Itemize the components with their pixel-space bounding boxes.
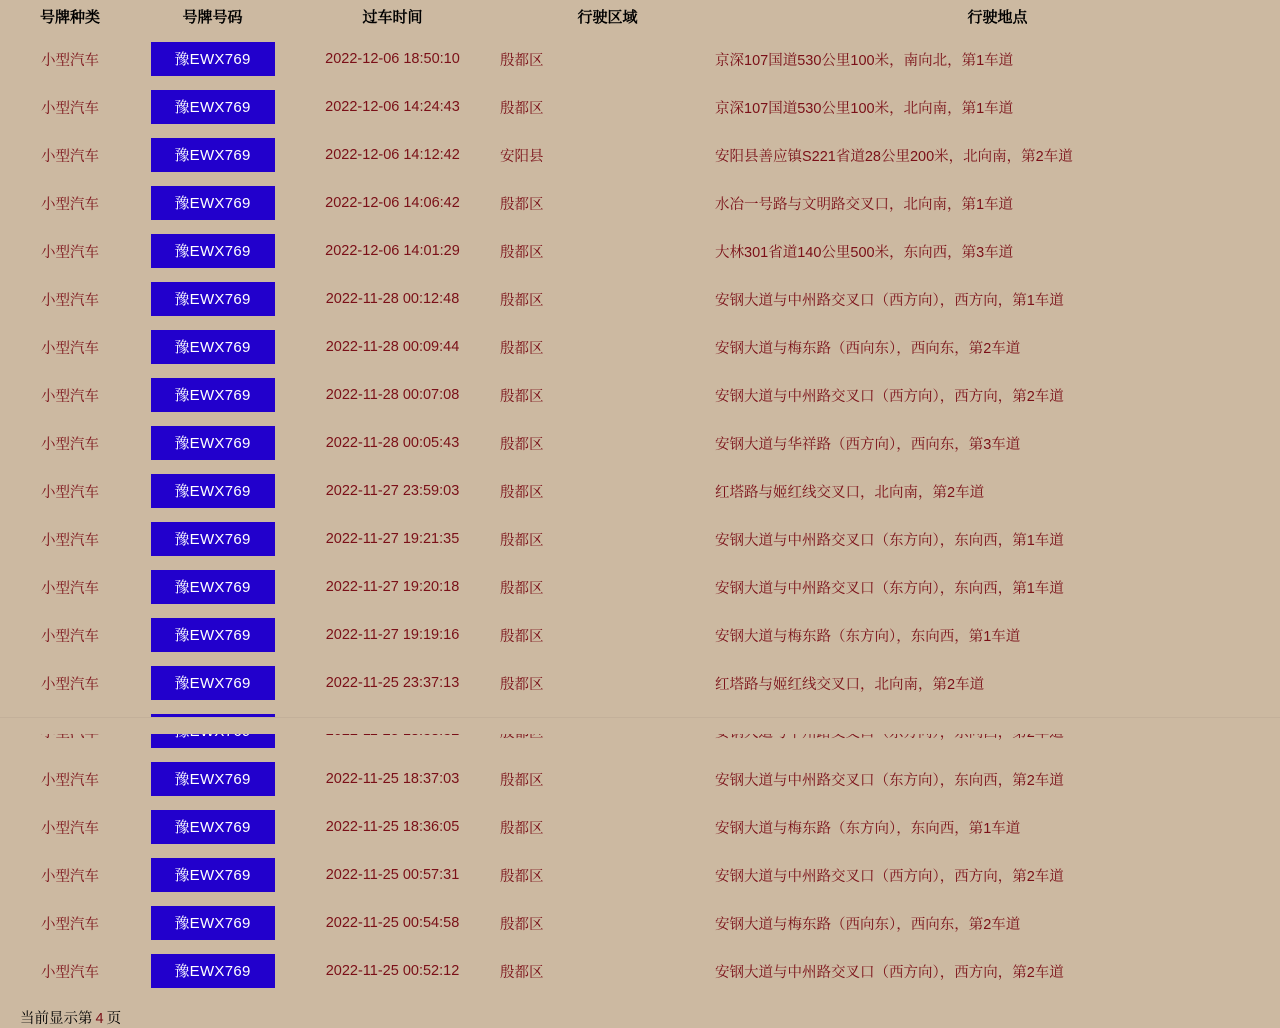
pagination-prefix: 当前显示第 — [20, 1011, 93, 1027]
column-header-location: 行驶地点 — [967, 9, 1028, 26]
cell-area: 殷都区 — [500, 580, 544, 597]
cell-location: 京深107国道530公里100米，南向北，第1车道 — [715, 52, 1014, 69]
plate-badge[interactable]: 豫EWX769 — [151, 618, 275, 652]
plate-badge[interactable]: 豫EWX769 — [151, 90, 275, 124]
cell-location: 安钢大道与梅东路（东方向），东向西，第1车道 — [715, 628, 1021, 645]
table-row[interactable] — [0, 659, 1280, 707]
cell-area: 殷都区 — [500, 868, 544, 885]
table-row[interactable] — [0, 83, 1280, 131]
cell-plate-type: 小型汽车 — [41, 580, 99, 597]
cell-area: 殷都区 — [500, 244, 544, 261]
cell-plate-number[interactable] — [140, 419, 285, 467]
cell-plate-type: 小型汽车 — [41, 244, 99, 261]
cell-area: 殷都区 — [500, 292, 544, 309]
cell-location: 安钢大道与中州路交叉口（西方向），西方向，第1车道 — [715, 292, 1064, 309]
table-row[interactable] — [0, 419, 1280, 467]
cell-plate-type: 小型汽车 — [41, 52, 99, 69]
table-header — [0, 0, 1280, 35]
table-row[interactable] — [0, 467, 1280, 515]
cell-location: 安钢大道与华祥路（西方向），西向东，第3车道 — [715, 436, 1021, 453]
cell-area: 殷都区 — [500, 484, 544, 501]
plate-badge[interactable]: 豫EWX769 — [151, 762, 275, 796]
cell-area: 殷都区 — [500, 532, 544, 549]
table-body — [0, 35, 1280, 995]
cell-plate-number[interactable] — [140, 227, 285, 275]
cell-location: 安钢大道与中州路交叉口（东方向），东向西，第1车道 — [715, 532, 1064, 549]
plate-badge[interactable]: 豫EWX769 — [151, 138, 275, 172]
table-row[interactable] — [0, 275, 1280, 323]
cell-pass-time: 2022-12-06 18:50:10 — [325, 51, 460, 67]
cell-plate-type: 小型汽车 — [41, 100, 99, 117]
cell-pass-time: 2022-11-27 23:59:03 — [325, 483, 460, 499]
table-row[interactable] — [0, 35, 1280, 83]
column-header-plate-number: 号牌号码 — [182, 9, 243, 26]
cell-area: 殷都区 — [500, 52, 544, 69]
cell-pass-time: 2022-11-25 18:36:05 — [325, 819, 460, 835]
pagination-footer — [0, 995, 1280, 1028]
cell-area: 殷都区 — [500, 340, 544, 357]
cell-plate-type: 小型汽车 — [41, 196, 99, 213]
cell-plate-number[interactable] — [140, 515, 285, 563]
table-row[interactable] — [0, 755, 1280, 803]
plate-badge[interactable]: 豫EWX769 — [151, 906, 275, 940]
cell-plate-number[interactable] — [140, 803, 285, 851]
cell-plate-type: 小型汽车 — [41, 292, 99, 309]
column-header-plate-type: 号牌种类 — [39, 9, 100, 26]
cell-plate-number[interactable] — [140, 323, 285, 371]
column-header-area: 行驶区域 — [577, 9, 638, 26]
cell-plate-number[interactable] — [140, 899, 285, 947]
cell-area: 殷都区 — [500, 772, 544, 789]
cell-pass-time: 2022-11-27 19:20:18 — [325, 579, 460, 595]
cell-plate-type: 小型汽车 — [41, 772, 99, 789]
table-row[interactable] — [0, 803, 1280, 851]
cell-plate-number[interactable] — [140, 611, 285, 659]
table-row[interactable] — [0, 371, 1280, 419]
cell-location: 安钢大道与中州路交叉口（西方向），西方向，第2车道 — [715, 964, 1064, 981]
cell-pass-time: 2022-12-06 14:12:42 — [325, 147, 460, 163]
cell-plate-type: 小型汽车 — [41, 340, 99, 357]
cell-plate-number[interactable] — [140, 467, 285, 515]
cell-pass-time: 2022-11-28 00:12:48 — [325, 291, 460, 307]
cell-pass-time: 2022-11-25 18:37:03 — [325, 771, 460, 787]
cell-pass-time: 2022-11-25 23:37:13 — [325, 675, 460, 691]
table-row[interactable] — [0, 131, 1280, 179]
cell-plate-type: 小型汽车 — [41, 532, 99, 549]
table-row[interactable] — [0, 179, 1280, 227]
cell-plate-type: 小型汽车 — [41, 628, 99, 645]
cell-plate-type: 小型汽车 — [41, 436, 99, 453]
plate-badge[interactable]: 豫EWX769 — [151, 42, 275, 76]
cell-plate-number[interactable] — [140, 179, 285, 227]
plate-badge[interactable]: 豫EWX769 — [151, 522, 275, 556]
cell-location: 安阳县善应镇S221省道28公里200米，北向南，第2车道 — [715, 148, 1073, 165]
cell-plate-number[interactable] — [140, 83, 285, 131]
cell-location: 安钢大道与梅东路（东方向），东向西，第1车道 — [715, 820, 1021, 837]
cell-location: 安钢大道与中州路交叉口（西方向），西方向，第2车道 — [715, 868, 1064, 885]
cell-plate-number[interactable] — [140, 371, 285, 419]
cell-plate-type: 小型汽车 — [41, 148, 99, 165]
cell-location: 红塔路与姬红线交叉口，北向南，第2车道 — [715, 676, 985, 693]
cell-pass-time: 2022-11-27 19:19:16 — [325, 627, 460, 643]
column-header-pass-time: 过车时间 — [362, 9, 423, 26]
table-row[interactable] — [0, 563, 1280, 611]
cell-pass-time: 2022-12-06 14:01:29 — [325, 243, 460, 259]
cell-plate-type: 小型汽车 — [41, 388, 99, 405]
cell-pass-time: 2022-12-06 14:06:42 — [325, 195, 460, 211]
cell-location: 安钢大道与中州路交叉口（东方向），东向西，第2车道 — [715, 772, 1064, 789]
plate-badge[interactable]: 豫EWX769 — [151, 954, 275, 988]
cell-pass-time: 2022-11-28 00:05:43 — [325, 435, 460, 451]
cell-plate-type: 小型汽车 — [41, 964, 99, 981]
plate-badge[interactable]: 豫EWX769 — [151, 234, 275, 268]
cell-plate-number[interactable] — [140, 851, 285, 899]
table-row[interactable] — [0, 899, 1280, 947]
table-row[interactable] — [0, 947, 1280, 995]
cell-pass-time: 2022-11-25 00:54:58 — [325, 915, 460, 931]
cell-plate-number[interactable] — [140, 755, 285, 803]
cell-area: 殷都区 — [500, 916, 544, 933]
cell-area: 殷都区 — [500, 100, 544, 117]
cell-area: 安阳县 — [500, 148, 544, 165]
cell-location: 安钢大道与梅东路（西向东），西向东，第2车道 — [715, 340, 1021, 357]
table-row[interactable] — [0, 323, 1280, 371]
cell-location: 大林301省道140公里500米，东向西，第3车道 — [715, 244, 1014, 261]
plate-badge[interactable]: 豫EWX769 — [151, 474, 275, 508]
cell-plate-type: 小型汽车 — [41, 868, 99, 885]
cell-area: 殷都区 — [500, 964, 544, 981]
cell-location: 安钢大道与梅东路（西向东），西向东，第2车道 — [715, 916, 1021, 933]
cell-plate-type: 小型汽车 — [41, 820, 99, 837]
plate-badge[interactable]: 豫EWX769 — [151, 186, 275, 220]
table-row[interactable] — [0, 851, 1280, 899]
plate-badge[interactable]: 豫EWX769 — [151, 378, 275, 412]
cell-area: 殷都区 — [500, 196, 544, 213]
cell-pass-time: 2022-11-28 00:07:08 — [325, 387, 460, 403]
cell-plate-number[interactable] — [140, 275, 285, 323]
cell-location: 水冶一号路与文明路交叉口，北向南，第1车道 — [715, 196, 1014, 213]
cell-location: 安钢大道与中州路交叉口（东方向），东向西，第1车道 — [715, 580, 1064, 597]
cell-area: 殷都区 — [500, 388, 544, 405]
plate-badge[interactable]: 豫EWX769 — [151, 426, 275, 460]
cell-plate-type: 小型汽车 — [41, 676, 99, 693]
table-row[interactable] — [0, 227, 1280, 275]
cell-location: 红塔路与姬红线交叉口，北向南，第2车道 — [715, 484, 985, 501]
cell-plate-number[interactable] — [140, 563, 285, 611]
cell-plate-number[interactable] — [140, 131, 285, 179]
plate-badge[interactable]: 豫EWX769 — [151, 810, 275, 844]
cell-plate-type: 小型汽车 — [41, 916, 99, 933]
cell-pass-time: 2022-12-06 14:24:43 — [325, 99, 460, 115]
cell-pass-time: 2022-11-28 00:09:44 — [325, 339, 460, 355]
cell-area: 殷都区 — [500, 628, 544, 645]
cell-plate-type: 小型汽车 — [41, 484, 99, 501]
table-row[interactable] — [0, 611, 1280, 659]
cell-plate-number[interactable] — [140, 659, 285, 707]
cell-plate-number[interactable] — [140, 35, 285, 83]
plate-badge[interactable]: 豫EWX769 — [151, 858, 275, 892]
cell-pass-time: 2022-11-25 00:52:12 — [325, 963, 460, 979]
cell-location: 京深107国道530公里100米，北向南，第1车道 — [715, 100, 1014, 117]
table-header-row — [0, 0, 1280, 35]
pagination-current-page: 4 — [95, 1011, 104, 1027]
cell-area: 殷都区 — [500, 820, 544, 837]
plate-badge[interactable]: 豫EWX769 — [151, 330, 275, 364]
plate-badge[interactable]: 豫EWX769 — [151, 282, 275, 316]
bottom-strip — [0, 717, 1280, 734]
cell-pass-time: 2022-11-25 00:57:31 — [325, 867, 460, 883]
plate-badge[interactable]: 豫EWX769 — [151, 570, 275, 604]
cell-location: 安钢大道与中州路交叉口（西方向），西方向，第2车道 — [715, 388, 1064, 405]
plate-badge[interactable]: 豫EWX769 — [151, 666, 275, 700]
table-row[interactable] — [0, 515, 1280, 563]
pagination-suffix: 页 — [106, 1011, 122, 1027]
cell-plate-number[interactable] — [140, 947, 285, 995]
cell-area: 殷都区 — [500, 436, 544, 453]
cell-area: 殷都区 — [500, 676, 544, 693]
cell-pass-time: 2022-11-27 19:21:35 — [325, 531, 460, 547]
